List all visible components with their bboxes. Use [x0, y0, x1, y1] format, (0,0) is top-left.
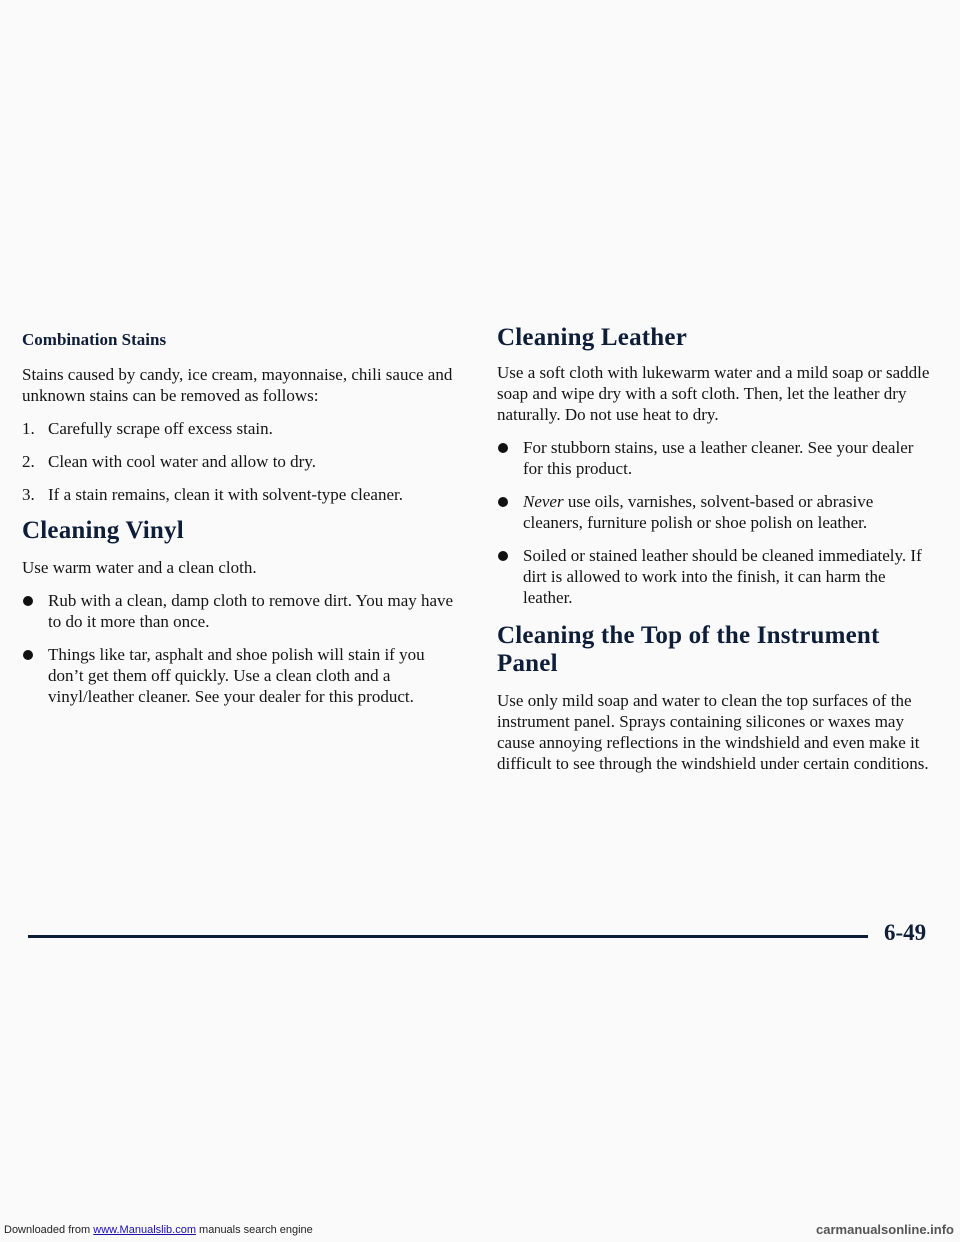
page-rule	[28, 935, 868, 938]
watermark: carmanualsonline.info	[816, 1222, 954, 1237]
page-number: 6-49	[884, 920, 927, 945]
list-item: Rub with a clean, damp cloth to remove dirt. You may have to do it more than once.	[22, 590, 462, 632]
leather-intro: Use a soft cloth with lukewarm water and a mild soap or saddle soap and wipe dry with a soft cloth. Then, let the leather dry naturally. Do not use heat to dry.	[497, 363, 930, 424]
right-column	[497, 324, 937, 786]
list-item: Soiled or stained leather should be cleaned immediately. If dirt is allowed to work into the finish, it can harm the leather.	[497, 545, 937, 608]
vinyl-bullet-list	[22, 590, 462, 707]
list-item: For stubborn stains, use a leather cleaner. See your dealer for this product.	[497, 437, 937, 479]
bullet-icon	[22, 644, 48, 707]
combination-intro: Stains caused by candy, ice cream, mayonnaise, chili sauce and unknown stains can be removed as follows:	[22, 365, 453, 405]
bullet-icon	[497, 437, 523, 479]
bullet-icon	[497, 491, 523, 533]
list-item: 2. Clean with cool water and allow to dry.	[22, 452, 316, 471]
list-item: 1. Carefully scrape off excess stain.	[22, 419, 273, 438]
list-item: Things like tar, asphalt and shoe polish will stain if you don’t get them off quickly. Use a clean cloth and a vinyl/leather cleaner. See your dealer for this product.	[22, 644, 462, 707]
never-emphasis: Never	[523, 492, 564, 511]
cleaning-leather-heading: Cleaning Leather	[497, 324, 687, 351]
list-item: Never use oils, varnishes, solvent-based or abrasive cleaners, furniture polish or shoe polish on leather.	[497, 491, 937, 533]
steps-list	[22, 418, 462, 505]
combination-stains-heading: Combination Stains	[22, 330, 167, 349]
instrument-panel-text: Use only mild soap and water to clean the top surfaces of the instrument panel. Sprays containing silicones or waxes may cause annoying reflections in the windshield and even make it difficult to see through the windshield under certain conditions.	[497, 691, 929, 773]
leather-bullet-list	[497, 437, 937, 608]
left-column	[22, 324, 462, 721]
bullet-icon	[22, 590, 48, 632]
cleaning-vinyl-heading: Cleaning Vinyl	[22, 517, 184, 544]
bullet-icon	[497, 545, 523, 608]
download-footer: Downloaded from www.Manualslib.com manuals search engine	[4, 1224, 313, 1236]
instrument-panel-heading: Cleaning the Top of the Instrument Panel	[497, 622, 880, 677]
vinyl-intro: Use warm water and a clean cloth.	[22, 558, 257, 577]
list-item: 3. If a stain remains, clean it with solvent-type cleaner.	[22, 485, 403, 504]
manualslib-link[interactable]: www.Manualslib.com	[93, 1224, 196, 1236]
